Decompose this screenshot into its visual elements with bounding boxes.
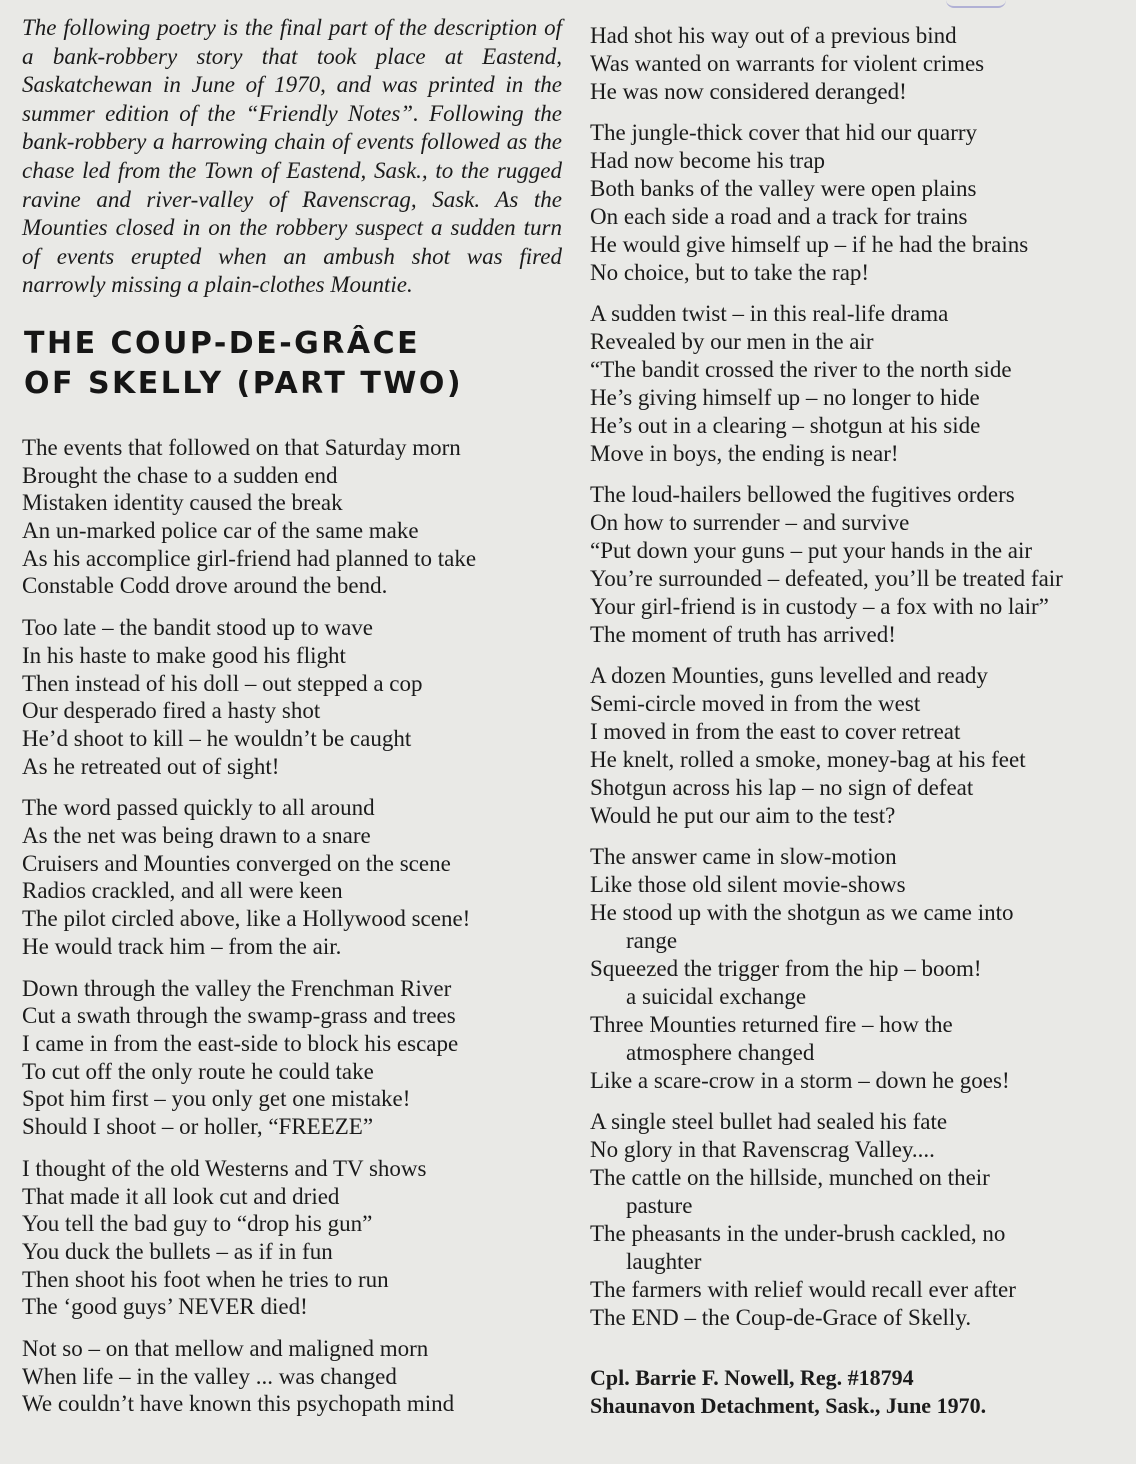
poem-line: No choice, but to take the rap! xyxy=(590,260,870,285)
poem-line: Spot him first – you only get one mistake! xyxy=(22,1086,411,1112)
poem-line: Constable Codd drove around the bend. xyxy=(22,573,388,599)
signature-line-1: Cpl. Barrie F. Nowell, Reg. #18794 xyxy=(590,1365,914,1390)
poem-line: Squeezed the trigger from the hip – boom! xyxy=(590,956,982,981)
poem-line: He would give himself up – if he had the brains xyxy=(590,232,1029,257)
poem-line: Brought the chase to a sudden end xyxy=(22,462,338,488)
poem-line: I came in from the east-side to block his escape xyxy=(22,1031,459,1056)
poem-line: The ‘good guys’ NEVER died! xyxy=(22,1294,308,1320)
poem-line: Too late – the bandit stood up to wave xyxy=(22,615,373,641)
poem-line: Then shoot his foot when he tries to run xyxy=(22,1266,389,1292)
poem-line: Cut a swath through the swamp-grass and trees xyxy=(22,1003,456,1029)
poem-line: Like those old silent movie-shows xyxy=(590,872,906,897)
stanza xyxy=(590,1108,1120,1332)
poem-title-line-1: THE COUP-DE-GRÂCE xyxy=(24,325,421,361)
stanza xyxy=(590,22,1120,106)
poem-line: The loud-hailers bellowed the fugitives orders xyxy=(590,482,1015,507)
poem-line: Mistaken identity caused the break xyxy=(22,490,343,516)
poem-line: The farmers with relief would recall ever after xyxy=(590,1277,1016,1302)
poem-line: Like a scare-crow in a storm – down he goes! xyxy=(590,1068,1010,1093)
poem-line: Had now become his trap xyxy=(590,148,826,173)
poem-line: To cut off the only route he could take xyxy=(22,1058,374,1084)
poem-line: The cattle on the hillside, munched on their xyxy=(590,1165,990,1190)
poem-line: A dozen Mounties, guns levelled and ready xyxy=(590,663,988,688)
poem-line: Then instead of his doll – out stepped a cop xyxy=(22,670,423,696)
poem-line: Move in boys, the ending is near! xyxy=(590,441,899,466)
poem-line: An un-marked police car of the same make xyxy=(22,518,419,544)
poem-line: He was now considered deranged! xyxy=(590,79,907,104)
poem-line: That made it all look cut and dried xyxy=(22,1183,340,1209)
poem-line: The pilot circled above, like a Hollywood scene! xyxy=(22,906,471,932)
poem-line: Three Mounties returned fire – how the xyxy=(590,1012,953,1037)
poem-line: Revealed by our men in the air xyxy=(590,329,874,354)
stanza xyxy=(22,975,562,1141)
poem-line: Your girl-friend is in custody – a fox with no lair” xyxy=(590,594,1049,619)
poem-line: He stood up with the shotgun as we came into xyxy=(590,900,1014,925)
poem-line: As his accomplice girl-friend had planned to take xyxy=(22,545,477,571)
poem-title xyxy=(24,324,562,404)
poem-line: The answer came in slow-motion xyxy=(590,844,897,869)
poem-line: When life – in the valley ... was changed xyxy=(22,1363,397,1389)
poem-line: No glory in that Ravenscrag Valley.... xyxy=(590,1137,935,1162)
poem-line: In his haste to make good his flight xyxy=(22,642,346,668)
stanza xyxy=(22,614,562,780)
poem-title-line-2: OF SKELLY (PART TWO) xyxy=(24,365,464,401)
poem-line: The moment of truth has arrived! xyxy=(590,622,896,647)
poem-line: Down through the valley the Frenchman River xyxy=(22,975,452,1001)
poem-line: He’s giving himself up – no longer to hide xyxy=(590,385,980,410)
poem-line: He knelt, rolled a smoke, money-bag at his feet xyxy=(590,747,1026,772)
poem-line: Cruisers and Mounties converged on the scene xyxy=(22,850,451,876)
poem-line: A sudden twist – in this real-life drama xyxy=(590,301,949,326)
poem-line: He’s out in a clearing – shotgun at his side xyxy=(590,413,981,438)
author-signature xyxy=(590,1364,1120,1420)
poem-line: pasture xyxy=(626,1193,693,1218)
poem-line: Was wanted on warrants for violent crimes xyxy=(590,51,985,76)
poem-line: You tell the bad guy to “drop his gun” xyxy=(22,1211,373,1237)
right-column xyxy=(590,22,1120,1420)
stanza xyxy=(590,481,1120,649)
poem-line: As the net was being drawn to a snare xyxy=(22,823,371,849)
stanza xyxy=(590,662,1120,830)
poem-line: The pheasants in the under-brush cackled, no xyxy=(590,1221,1006,1246)
poem-line: Not so – on that mellow and maligned morn xyxy=(22,1336,429,1362)
poem-line: He would track him – from the air. xyxy=(22,933,342,959)
poem-line: You duck the bullets – as if in fun xyxy=(22,1238,333,1264)
poem-left-stanzas xyxy=(22,434,562,1418)
stanza xyxy=(590,300,1120,468)
stanza xyxy=(22,434,562,600)
poem-line: We couldn’t have known this psychopath mind xyxy=(22,1391,455,1417)
poem-line: Radios crackled, and all were keen xyxy=(22,878,343,904)
poem-line: Both banks of the valley were open plains xyxy=(590,176,977,201)
poem-line: Had shot his way out of a previous bind xyxy=(590,23,957,48)
poem-line: “The bandit crossed the river to the north side xyxy=(590,357,1012,382)
poem-line: On each side a road and a track for trains xyxy=(590,204,968,229)
poem-line: Would he put our aim to the test? xyxy=(590,803,896,828)
stanza xyxy=(590,119,1120,287)
poem-line: The END – the Coup-de-Grace of Skelly. xyxy=(590,1305,972,1330)
signature-line-2: Shaunavon Detachment, Sask., June 1970. xyxy=(590,1393,987,1418)
poem-line: Shotgun across his lap – no sign of defeat xyxy=(590,775,974,800)
poem-line: range xyxy=(626,928,678,953)
poem-line: “Put down your guns – put your hands in the air xyxy=(590,538,1033,563)
poem-line: laughter xyxy=(626,1249,702,1274)
stanza xyxy=(590,843,1120,1095)
paper-mark xyxy=(946,0,1006,8)
poem-line: I thought of the old Westerns and TV shows xyxy=(22,1155,427,1181)
stanza xyxy=(22,794,562,960)
left-column xyxy=(22,14,562,1432)
poem-line: You’re surrounded – defeated, you’ll be treated fair xyxy=(590,566,1063,591)
poem-line: The jungle-thick cover that hid our quarry xyxy=(590,120,978,145)
poem-line: Semi-circle moved in from the west xyxy=(590,691,921,716)
poem-line: The word passed quickly to all around xyxy=(22,795,375,821)
poem-line: As he retreated out of sight! xyxy=(22,753,280,779)
poem-line: The events that followed on that Saturday morn xyxy=(22,434,461,460)
poem-line: He’d shoot to kill – he wouldn’t be caught xyxy=(22,725,412,751)
poem-line: I moved in from the east to cover retreat xyxy=(590,719,961,744)
poem-line: Should I shoot – or holler, “FREEZE” xyxy=(22,1114,374,1140)
poem-line: A single steel bullet had sealed his fate xyxy=(590,1109,948,1134)
poem-line: atmosphere changed xyxy=(626,1040,815,1065)
poem-right-stanzas xyxy=(590,22,1120,1332)
stanza xyxy=(22,1335,562,1418)
stanza xyxy=(22,1155,562,1321)
poem-line: Our desperado fired a hasty shot xyxy=(22,698,321,724)
poem-line: On how to surrender – and survive xyxy=(590,510,910,535)
poem-line: a suicidal exchange xyxy=(626,984,807,1009)
intro-paragraph: The following poetry is the final part of the description of a bank-robbery story that took place at Eastend, Saskatchewan in June of 1970, and was printed in the summer edition of the “Friendly Notes”. Following the bank-robbery a harrowing chain of events followed as the chase led from the Town of Eastend, Sask., to the rugged ravine and river-valley of Ravenscrag, Sask. As the Mounties closed in on the robbery suspect a sudden turn of events erupted when an ambush shot was fired narrowly missing a plain-clothes Mountie. xyxy=(22,15,562,298)
